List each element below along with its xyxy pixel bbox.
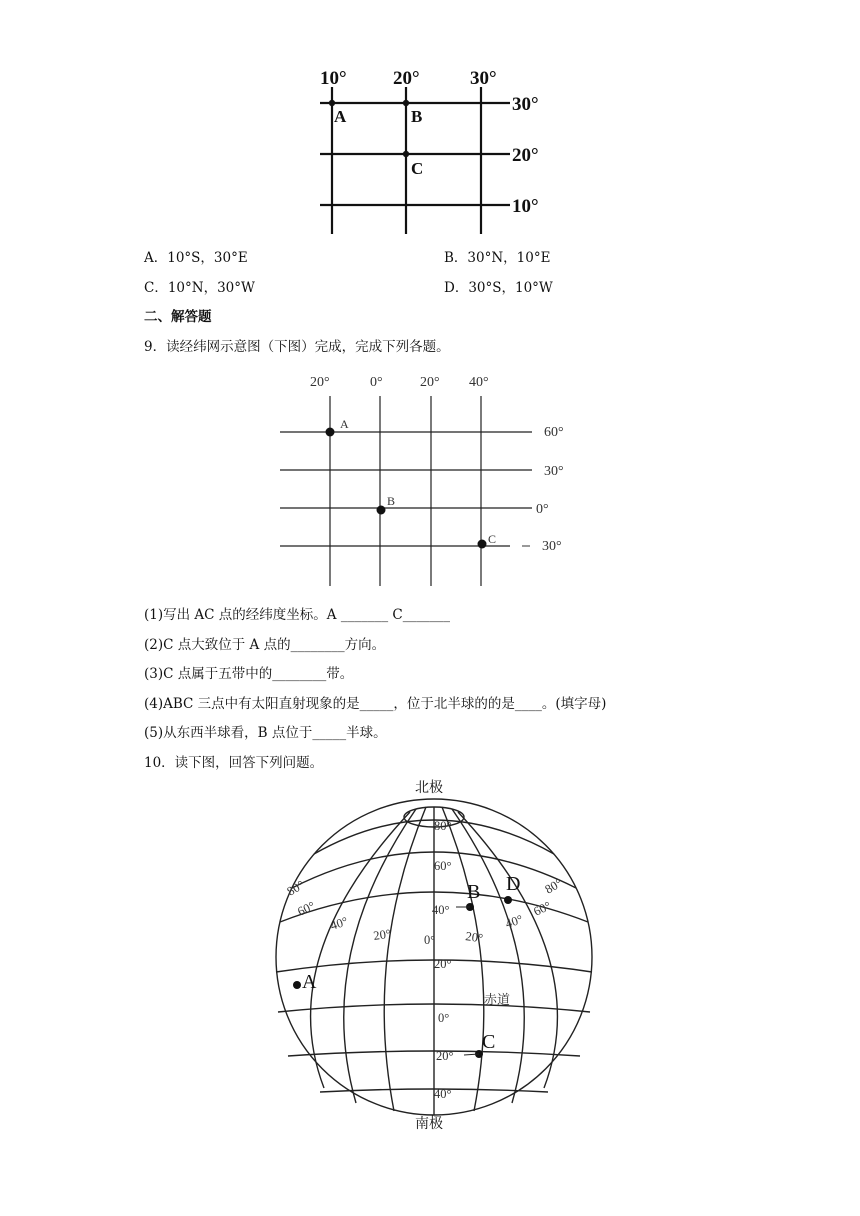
point-label-b: B [467,881,481,903]
lat-label: 20° [512,145,539,166]
lon-label: 0° [424,933,436,947]
lat-label: 30° [544,464,564,479]
lat-label: 30° [542,539,562,554]
option-c: C．10°N，30°W [144,280,255,296]
lon-label: 20° [372,926,392,943]
lat-label: 40° [434,1087,452,1101]
lon-label: 20° [393,68,420,89]
equator-label: 赤道 [484,992,511,1007]
section-title: 二、解答题 [144,309,212,325]
lat-label: 10° [512,196,539,217]
globe-figure [264,776,604,1136]
lon-label: 20° [464,929,484,946]
point-label-c: C [488,532,497,546]
lon-label: 30° [470,68,497,89]
lon-label: 40° [328,914,350,933]
point-label-b: B [411,107,423,126]
q9-sub-4: (4)ABC 三点中有太阳直射现象的是_____，位于北半球的的是____。(填字母) [144,696,607,712]
lat-label: 0° [438,1011,450,1025]
q9-sub-5: (5)从东西半球看，B 点位于_____半球。 [144,725,387,741]
lon-label: 40° [503,912,525,931]
lat-label: 20° [436,1049,454,1063]
point-label-a: A [302,971,317,993]
option-a: A．10°S，30°E [144,250,248,266]
point-label-c: C [411,159,424,178]
q9-sub-1: (1)写出 AC 点的经纬度坐标。A _______ C_______ [144,607,450,623]
lat-label: 0° [536,502,549,517]
lat-label: 60° [434,859,452,873]
lon-label: 60° [295,898,318,919]
option-d: D．30°S，10°W [444,280,553,296]
point-label-a: A [334,107,347,126]
north-pole-label: 北极 [415,781,443,796]
point-label-b: B [387,494,396,508]
option-b: B．30°N，10°E [444,250,551,266]
question-9-stem: 9．读经纬网示意图（下图）完成，完成下列各题。 [144,339,450,355]
point-label-a: A [340,417,349,431]
lon-label: 80° [542,875,565,897]
lon-label: 40° [469,375,489,390]
lon-label: 20° [420,375,440,390]
lon-label: 20° [310,375,330,390]
lat-label: 60° [544,425,564,440]
point-label-c: C [482,1031,496,1053]
lat-label: 20° [434,957,452,971]
point-label-d: D [506,873,521,895]
lon-label: 60° [531,898,554,919]
lon-label: 0° [370,375,383,390]
lat-label: 30° [512,94,539,115]
lat-label: 80° [434,819,452,833]
q9-sub-3: (3)C 点属于五带中的________带。 [144,666,354,682]
grid-figure-2 [270,366,580,588]
south-pole-label: 南极 [415,1117,443,1132]
lon-label: 10° [320,68,347,89]
lat-label: 40° [432,903,450,917]
question-10-stem: 10．读下图，回答下列问题。 [144,755,324,771]
grid-figure-1 [300,62,560,237]
lon-label: 80° [284,877,307,899]
q9-sub-2: (2)C 点大致位于 A 点的________方向。 [144,637,386,653]
